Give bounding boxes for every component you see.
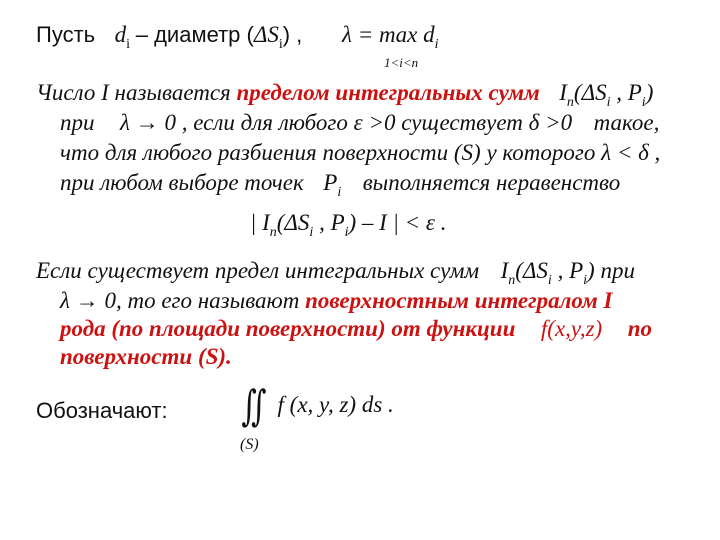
surface-integral-line-4: поверхности (S). [60,344,232,369]
definition-line-diameter: Пусть $d_i$ – диаметр $(\Delta S_i)$ , [36,22,303,52]
definition-line-4: при любом выборе точек $P_i$ выполняется неравенство [60,170,621,200]
definition-line-1: Число I называется пределом интегральных сумм $I_n(\Delta S_i$ , $P_i$) [36,80,654,110]
double-integral-symbol: ∬ [241,384,267,430]
surface-integral-line-1: Если существует предел интегральных сумм $I_n(\Delta S_i$ , $P_i$) при [36,258,635,288]
integral-domain: (S) [240,436,259,453]
lambda-definition: $\lambda = \max d_i$ [342,22,439,52]
surface-integral-line-3: рода (по площади поверхности) от функции f(x,y,z) по [60,316,652,341]
highlight-limit: пределом интегральных сумм [236,80,540,105]
max-range: 1<i<n [384,55,419,70]
notation-label: Обозначают: [36,398,168,423]
definition-line-3: что для любого разбиения поверхности (S) у которого λ < δ , [60,140,661,165]
highlight-surface-integral: поверхностным интегралом I [305,288,613,313]
inequality-formula: | $I_n(\Delta S_i$ , $P_i$) – I | < ε . [250,210,447,240]
surface-integral-line-2: λ → 0, то его называют поверхностным интегралом I [60,288,613,313]
surface-integral-notation: ∬ f (x, y, z) ds . [241,384,394,430]
definition-line-2: при λ → 0 , если для любого ε >0 существует δ >0 такое, [60,110,660,135]
